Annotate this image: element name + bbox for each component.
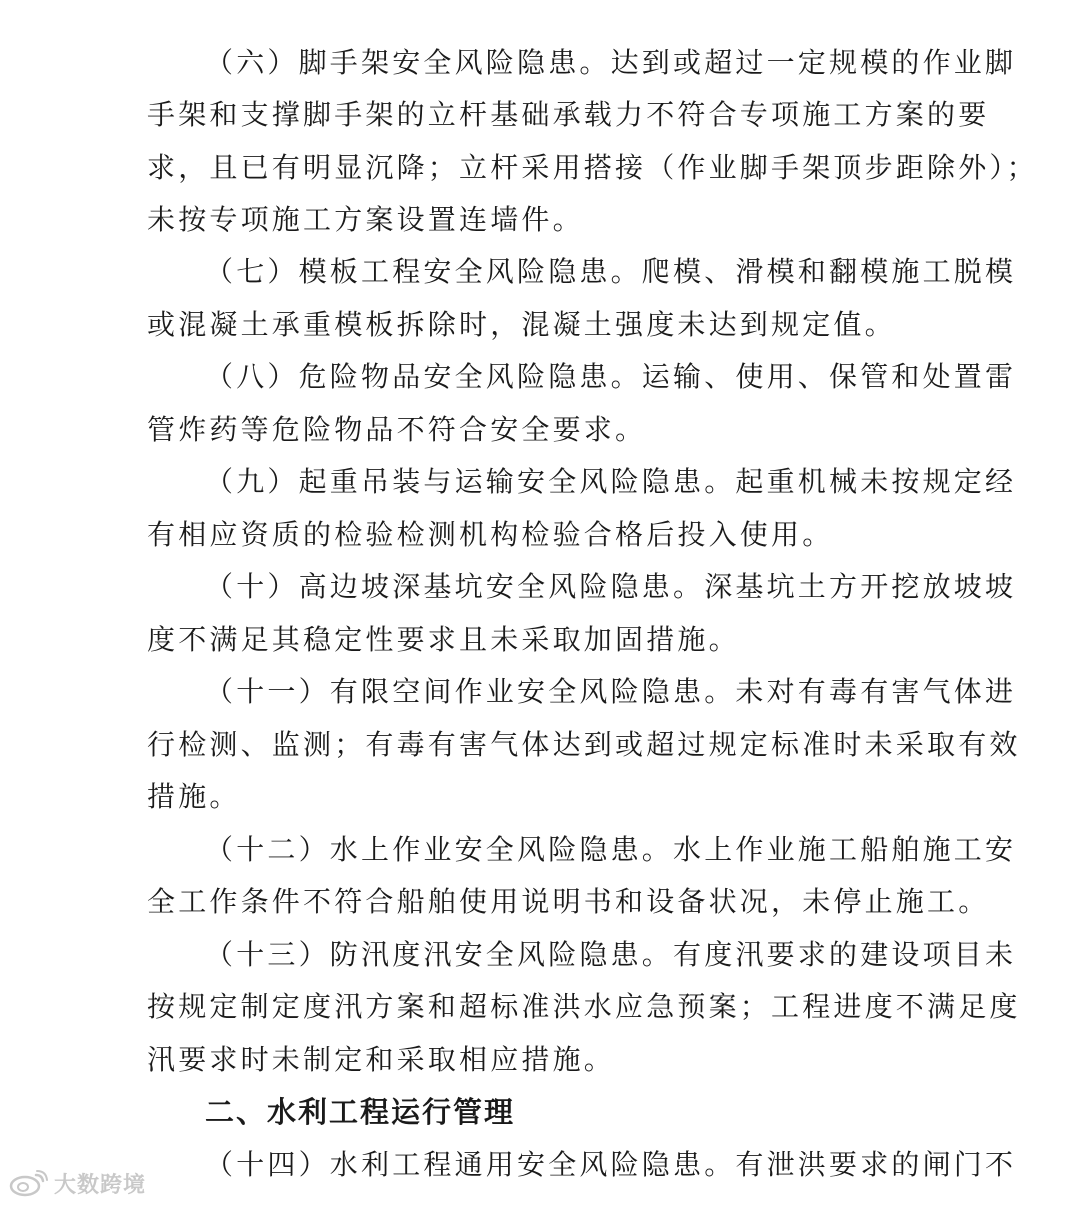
- paragraph-12-line-2: 全工作条件不符合船舶使用说明书和设备状况，未停止施工。: [147, 885, 990, 918]
- watermark: [8, 1168, 146, 1198]
- paragraph-11-line-1: （十一）有限空间作业安全风险隐患。未对有毒有害气体进: [205, 675, 1017, 708]
- paragraph-9-line-1: （九）起重吊装与运输安全风险隐患。起重机械未按规定经: [205, 465, 1017, 498]
- paragraph-11-line-3: 措施。: [147, 780, 241, 813]
- paragraph-8-line-2: 管炸药等危险物品不符合安全要求。: [147, 413, 647, 446]
- paragraph-13-line-2: 按规定制定度汛方案和超标准洪水应急预案；工程进度不满足度: [147, 990, 1021, 1023]
- paragraph-6-line-1: （六）脚手架安全风险隐患。达到或超过一定规模的作业脚: [205, 46, 1017, 79]
- watermark-text: 大数跨境: [54, 1172, 147, 1198]
- section-heading: 二、水利工程运行管理: [205, 1095, 516, 1129]
- paragraph-13-line-3: 汛要求时未制定和采取相应措施。: [147, 1043, 616, 1076]
- paragraph-8-line-1: （八）危险物品安全风险隐患。运输、使用、保管和处置雷: [205, 360, 1017, 393]
- paragraph-6-line-3: 求，且已有明显沉降；立杆采用搭接（作业脚手架顶步距除外）；: [147, 151, 1038, 184]
- paragraph-10-line-1: （十）高边坡深基坑安全风险隐患。深基坑土方开挖放坡坡: [205, 570, 1017, 603]
- paragraph-6-line-2: 手架和支撑脚手架的立杆基础承载力不符合专项施工方案的要: [147, 98, 990, 131]
- weibo-logo-icon: [8, 1169, 48, 1197]
- paragraph-12-line-1: （十二）水上作业安全风险隐患。水上作业施工船舶施工安: [205, 833, 1017, 866]
- paragraph-7-line-1: （七）模板工程安全风险隐患。爬模、滑模和翻模施工脱模: [205, 255, 1017, 288]
- paragraph-6-line-4: 未按专项施工方案设置连墙件。: [147, 203, 584, 236]
- paragraph-13-line-1: （十三）防汛度汛安全风险隐患。有度汛要求的建设项目未: [205, 938, 1017, 971]
- paragraph-14-line-1: （十四）水利工程通用安全风险隐患。有泄洪要求的闸门不: [205, 1148, 1017, 1181]
- paragraph-7-line-2: 或混凝土承重模板拆除时，混凝土强度未达到规定值。: [147, 308, 896, 341]
- paragraph-11-line-2: 行检测、监测；有毒有害气体达到或超过规定标准时未采取有效: [147, 728, 1021, 761]
- paragraph-9-line-2: 有相应资质的检验检测机构检验合格后投入使用。: [147, 518, 834, 551]
- paragraph-10-line-2: 度不满足其稳定性要求且未采取加固措施。: [147, 623, 740, 656]
